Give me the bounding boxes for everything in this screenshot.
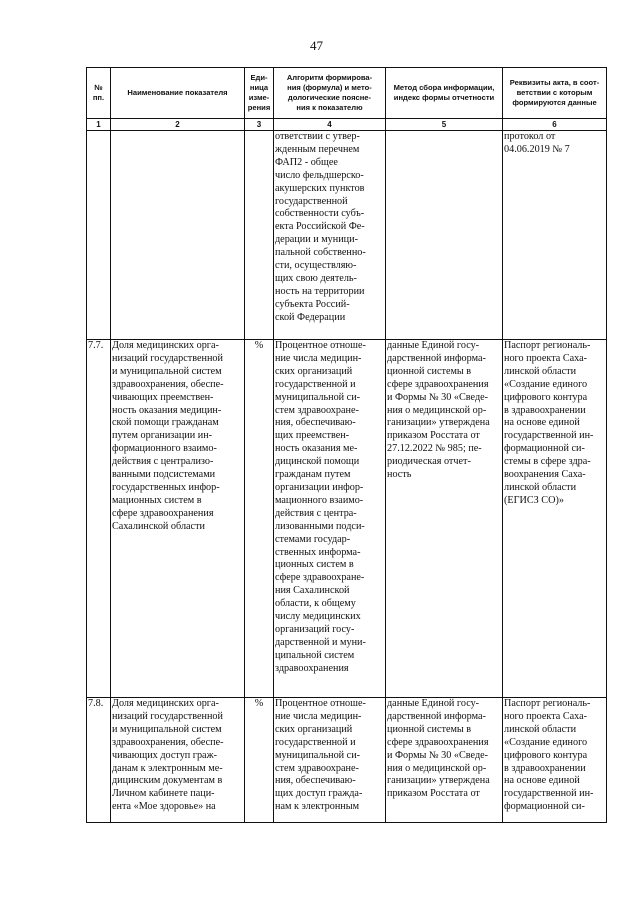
algorithm-text: Процентное отноше- ние числа медицин- ских организаций государственной и муниципальной си- стем здравоохране- ния, обеспечиваю- щих доступ гражда- нам к электронным (274, 698, 386, 823)
unit (245, 131, 274, 340)
column-number: 6 (503, 119, 607, 131)
unit: % (245, 698, 274, 823)
table-header-row (87, 68, 607, 119)
collection-method (386, 131, 503, 340)
row-number (87, 131, 111, 340)
row-number: 7.7. (87, 340, 111, 698)
column-number: 3 (245, 119, 274, 131)
header-act-requisites: Реквизиты акта, в соот- ветствии с которым формируются данные (503, 68, 607, 119)
table-row (87, 131, 607, 340)
column-number: 5 (386, 119, 503, 131)
column-number: 4 (274, 119, 386, 131)
indicator-name: Доля медицинских орга- низаций государственной и муниципальной систем здравоохранения, обеспе- чивающих преемствен- ность оказания медицин- ской помощи гражданам путем организации ин- формационного взаимо- действия с централизо- ванными подсистемами государственных инфор- мационных систем в сфере здравоохранения Сахалинской области (111, 340, 245, 698)
act-requisites: Паспорт региональ- ного проекта Саха- линской области «Создание единого цифрового контура в здравоохранении на основе единой государственной ин- формационной си- (503, 698, 607, 823)
act-requisites: Паспорт региональ- ного проекта Саха- линской области «Создание единого цифрового контура в здравоохранении на основе единой государственной ин- формационной си- стемы в сфере здра- воохранения Саха- линской области (ЕГИСЗ СО)» (503, 340, 607, 698)
collection-method: данные Единой госу- дарственной информа- ционной системы в сфере здравоохранения и Формы № 30 «Сведе- ния о медицинской ор- ганизации» утверждена приказом Росстата от 27.12.2022 № 985; пе- риодическая отчет- ность (386, 340, 503, 698)
algorithm-text: ответствии с утвер- жденным перечнем ФАП2 - общее число фельдшерско- акушерских пунктов государственной собственности субъ- екта Российской Фе- дерации и муници- пальной собственно- сти, осуществляю- щих свою деятель- ность на территории субъекта Россий- ской Федерации (274, 131, 386, 340)
header-indicator-name: Наименование показателя (111, 68, 245, 119)
indicator-name: Доля медицинских орга- низаций государственной и муниципальной систем здравоохранения, обеспе- чивающих доступ граж- данам к электронным ме- дицинским документам в Личном кабинете паци- ента «Мое здоровье» на (111, 698, 245, 823)
algorithm-text: Процентное отноше- ние числа медицин- ских организаций государственной и муниципальной си- стем здравоохране- ния, обеспечиваю- щих преемствен- ность оказания ме- дицинской помощи гражданам путем организации инфор- мационного взаимо- действия с центра- лизованными подси- стемами государ- ственных информа- ционных систем в сфере здравоохране- ния Сахалинской области, к общему числу медицинских организаций госу- дарственной и муни- ципальной систем здравоохранения (274, 340, 386, 698)
header-number: № пп. (87, 68, 111, 119)
row-number: 7.8. (87, 698, 111, 823)
column-number: 1 (87, 119, 111, 131)
header-algorithm: Алгоритм формирова- ния (формула) и мето- дологические поясне- ния к показателю (274, 68, 386, 119)
page-number: 47 (310, 38, 323, 53)
table-row (87, 340, 607, 698)
indicator-name (111, 131, 245, 340)
table-row (87, 698, 607, 823)
indicators-table (86, 67, 607, 823)
collection-method: данные Единой госу- дарственной информа- ционной системы в сфере здравоохранения и Формы № 30 «Сведе- ния о медицинской ор- ганизации» утверждена приказом Росстата от (386, 698, 503, 823)
column-number-row (87, 119, 607, 131)
act-requisites: протокол от 04.06.2019 № 7 (503, 131, 607, 340)
header-collection-method: Метод сбора информации, индекс формы отчетности (386, 68, 503, 119)
column-number: 2 (111, 119, 245, 131)
header-unit: Еди- ница изме- рения (245, 68, 274, 119)
unit: % (245, 340, 274, 698)
